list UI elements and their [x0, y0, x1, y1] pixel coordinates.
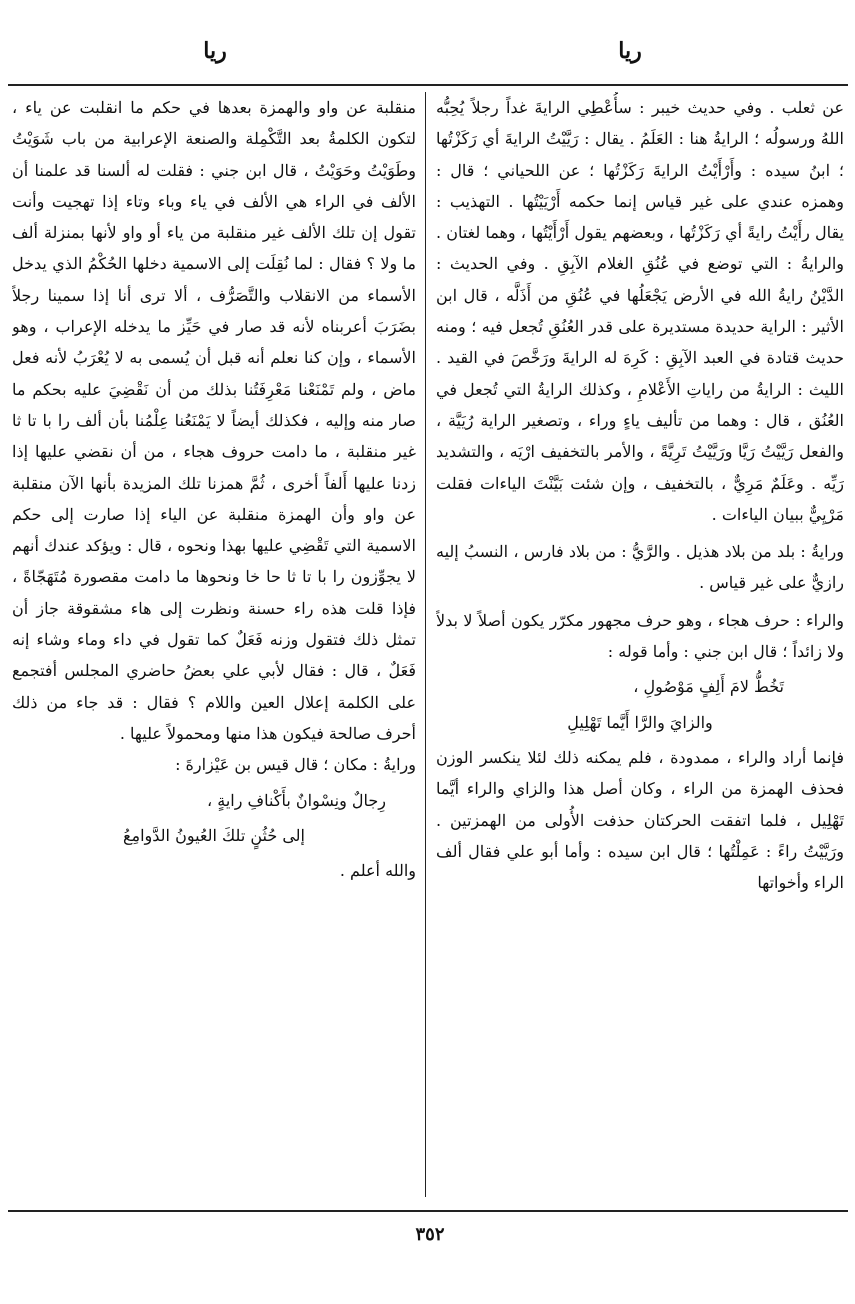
column-divider	[425, 92, 426, 1197]
verse-line: تَخُطُّ لامَ أَلِفٍ مَوْصُولِ ،	[633, 677, 784, 697]
left-column	[12, 92, 416, 1197]
verse-line: إلى حُثُنٍ تلكَ العُيونُ الدَّوامِعُ	[123, 825, 305, 845]
paragraph: عن ثعلب . وفي حديث خيبر : سأُعْطِي الرايةَ غداً رجلاً يُحِبُّه اللهُ ورسولُه ؛ الرايةُ هنا : العَلَمُ . يقال : رَيَّيْتُ الرايةَ أي رَكَزْتُها ؛ ابنُ سيده : وأَرْأَيْتُ الرايةَ رَكَزْتُها ؛ عن اللحياني ؛ قال : وهمزه عندي على غير قياس إنما حكمه أَرْيَيْتُها . التهذيب : يقال رأَيْتُ رايةً أي رَكَزْتُها ، وبعضهم يقول أَرْأَيْتُها ، وهما لغتان . والرايةُ : التي توضع في عُنُقِ الغلام الآبِقِ . وفي الحديث : الدَّيْنُ رايةُ الله في الأرض يَجْعَلُها في عُنُقِ من أَذَلَّه ، قال ابن الأثير : الراية حديدة مستديرة على قدر العُنُقِ تُجعل فيه ؛ ومنه حديث قتادة في العبد الآبِقِ : كَرِهَ له الرايةَ ورَخَّصَ في القيد . الليث : الرايةُ من راياتِ الأَعْلامِ ، وكذلك الرايةُ التي تُجعل في العُنُق ، قال : وهما من تأليف ياءٍ وراء ، وتصغير الراية رُيَيَّة ، والفعل رَيَّيْتُ رَيَّا ورَيَّيْتُ تَرِيَّةً ، والأمر بالتخفيف ارْيَه ، والتشديد رَيِّه . وعَلَمٌ مَرِيٌّ ، بالتخفيف ، وإن شئت بَيَّنْتَ الياءات فقلت مَرْيِيٌّ ببيان الياءات .	[436, 98, 844, 524]
right-column	[436, 92, 844, 1197]
paragraph: منقلبة عن واو والهمزة بعدها في حكم ما انقلبت عن ياء ، لتكون الكلمةُ بعد التَّكْمِلة والصنعة الإعرابية من باب شَوَيْتُ وطَوَيْتُ وحَوَيْتُ ، قال ابن جني : فقلت له ألسنا قد علمنا أن الألف في الراء هي الألف في ياء وباء وتاء إذا تهجيت وأنت تقول إن تلك الألف غير منقلبة من ياء أو واو لأنها بمنزلة ألف ما ولا ؟ فقال : لما نُقِلَت إلى الاسمية دخلها الحُكْمُ الذي يدخل الأسماء من الانقلاب والتَّصَرُّف ، ألا ترى أنا إذا سمينا رجلاً بضَرَبَ أعربناه لأنه قد صار في حَيِّز ما يدخله الإعراب ، وهو الأسماء ، وإن كنا نعلم أنه قبل أن يُسمى به لا يُعْرَبُ لأنه فعل ماض ، ولم تَمْنَعْنا مَعْرِفَتُنا بذلك من أن نَقْضِيَ عليه بحكم ما صار منه وإليه ، فكذلك أيضاً لا يَمْنَعُنا عِلْمُنا بأن ألف را با تا ثا غير منقلبة ، ما دامت حروف هجاء ، من أن نقضي عليها إذا زدنا عليها أَلفاً أخرى ، ثُمَّ همزنا تلك المزيدة بأنها الآن منقلبة عن واو وأن الهمزة منقلبة عن الياء إذا صارت إلى حكم الاسمية التي تَقْضِي عليها بهذا ونحوه ، قال : ويؤكد عندك أنهم لا يجوِّزون را با تا ثا حا خا ونحوها ما دامت مقصورة مُتَهَجّاةً ، فإذا قلت هذه راء حسنة ونظرت إلى هاء مشقوقة جاز أن تمثل ذلك فتقول وزنه فَعَلٌ كما تقول في داء وماء وشاء إنه فَعَلٌ ، قال : فقال لأبي علي بعضُ حاضري المجلس أفتجمع على الكلمة إعلال العين واللام ؟ فقال : قد جاء من ذلك أحرف صالحة فيكون هذا منها ومحمولاً عليها .	[12, 98, 416, 743]
page-number: ٣٥٢	[415, 1224, 445, 1245]
paragraph: ورايةُ : مكان ؛ قال قيس بن عَيْزارةَ :	[175, 755, 416, 775]
page-header	[0, 0, 855, 84]
header-rule	[8, 84, 848, 86]
footer-rule	[8, 1210, 848, 1212]
paragraph: فإنما أراد والراء ، ممدودة ، فلم يمكنه ذلك لئلا ينكسر الوزن فحذف الهمزة من الراء ، وكان أصل هذا والزاي والراء أيَّما تَهْلِيل ، فلما اتفقت الحركتان حذفت الأُولى من الهمزتين . ورَيَّيْتُ راءً : عَمِلْتُها ؛ قال ابن سيده : وأما أبو علي فقال ألف الراء وأخواتها	[436, 747, 844, 893]
paragraph: والراء : حرف هجاء ، وهو حرف مجهور مكرّر يكون أصلاً لا بدلاً ولا زائداً ؛ قال ابن جني : وأما قوله :	[436, 610, 844, 662]
paragraph: والله أعلم .	[339, 861, 416, 881]
running-headword-right: ريا	[618, 38, 642, 64]
verse-line: والزايَ والرَّا أَيَّما تَهْلِيلِ	[567, 712, 713, 732]
running-headword-left: ريا	[203, 38, 227, 64]
verse-line: رِجالٌ ونِسْوانٌ بأَكْنافِ رايةٍ ،	[207, 790, 386, 810]
paragraph: ورايةُ : بلد من بلاد هذيل . والرَّيُّ : من بلاد فارس ، النسبُ إليه رازيٌّ على غير قياس .	[436, 542, 844, 593]
